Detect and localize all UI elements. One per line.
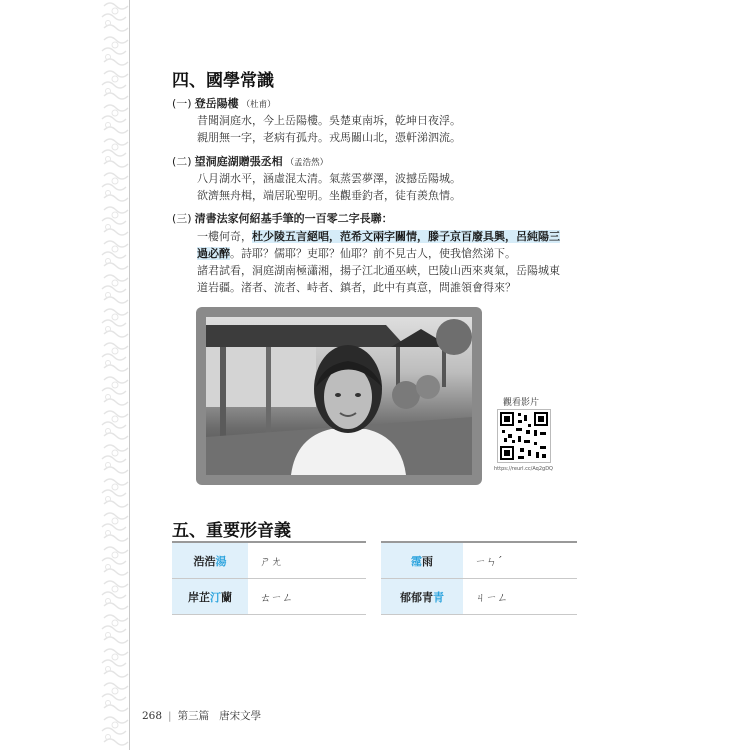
term-text: 浩浩: [193, 554, 216, 568]
term-text: 郁郁青: [400, 590, 433, 604]
section-title-5: 五、重要形音義: [172, 521, 291, 541]
video-url[interactable]: https://reurl.cc/Aq2gDQ: [494, 466, 553, 472]
couplet-text: 一樓何奇，: [197, 230, 252, 243]
couplet-number: (三): [172, 212, 192, 225]
margin-rule: [129, 0, 130, 750]
chapter-label: 唐宋文學: [219, 710, 262, 722]
poem-heading-2: [172, 153, 328, 169]
poem-line: 親朋無一字，老病有孤舟。戎馬關山北，憑軒涕泗流。: [197, 131, 461, 144]
poem-line: 昔聞洞庭水，今上岳陽樓。吳楚東南坼，乾坤日夜浮。: [197, 114, 461, 127]
poem-author: （杜甫）: [241, 100, 276, 110]
poem-line: 欲濟無舟楫，端居恥聖明。坐觀垂釣者，徒有羨魚情。: [197, 189, 461, 202]
part-label: 第三篇: [177, 710, 210, 722]
term-highlight: 青: [433, 590, 444, 604]
zhuyin-cell: ㄕㄤ: [248, 542, 366, 579]
couplet-line-4: 道岩疆。渚者、流者、峙者、鎮者，此中有真意，問誰領會得來？: [197, 281, 516, 294]
table-row: [172, 579, 366, 615]
phonetic-table-right: [381, 541, 577, 615]
term-text: 岸芷: [188, 590, 210, 604]
poem-number: (一): [172, 97, 192, 110]
poem-title: 望洞庭湖贈張丞相: [194, 155, 283, 168]
poem-author: （孟浩然）: [285, 158, 329, 168]
page-number: 268: [142, 710, 163, 722]
term-cell: [381, 542, 463, 579]
couplet-line-2: [197, 245, 516, 261]
term-text: 蘭: [221, 590, 232, 604]
zhuyin-cell: ㄐㄧㄥ: [463, 579, 577, 615]
video-thumbnail[interactable]: [206, 317, 472, 475]
poem-title: 登岳陽樓: [194, 97, 239, 110]
qr-code[interactable]: [497, 409, 551, 463]
couplet-text: 。詩耶？儒耶？吏耶？仙耶？前不見古人，使我愴然涕下。: [230, 247, 516, 260]
term-highlight: 湯: [215, 554, 227, 568]
table-row: [381, 579, 577, 615]
table-row: [172, 542, 366, 579]
table-row: [381, 542, 577, 579]
margin-ornament: [100, 0, 130, 750]
poem-number: (二): [172, 155, 192, 168]
term-cell: [172, 542, 248, 579]
couplet-highlight: 過必醉: [197, 247, 230, 260]
phonetic-table-left: [172, 541, 366, 615]
poem-line: 八月湖水平，涵虛混太清。氣蒸雲夢澤，波撼岳陽城。: [197, 172, 461, 185]
couplet-line-1: [197, 228, 560, 244]
couplet-highlight: 杜少陵五言絕唱，范希文兩字關情，滕子京百廢具興，呂純陽三: [252, 230, 560, 243]
couplet-heading: [172, 210, 393, 226]
term-cell: [381, 579, 463, 615]
video-caption: 觀看影片: [503, 398, 540, 408]
section-title-4: 四、國學常識: [172, 71, 274, 91]
page-footer: [142, 708, 261, 723]
zhuyin-cell: ㄊㄧㄥ: [248, 579, 366, 615]
couplet-title: 清書法家何紹基手筆的一百零二字長聯：: [194, 212, 393, 225]
zhuyin-cell: ㄧㄣˊ: [463, 542, 577, 579]
term-highlight: 汀: [210, 590, 221, 604]
term-cell: [172, 579, 248, 615]
term-highlight: 霪: [411, 554, 422, 568]
poem-heading-1: [172, 95, 276, 111]
video-player[interactable]: [196, 307, 482, 485]
term-text: 雨: [422, 554, 433, 568]
footer-separator: |: [168, 710, 172, 722]
couplet-line-3: 諸君試看，洞庭湖南極瀟湘，揚子江北通巫峽，巴陵山西來爽氣，岳陽城東: [197, 264, 560, 277]
